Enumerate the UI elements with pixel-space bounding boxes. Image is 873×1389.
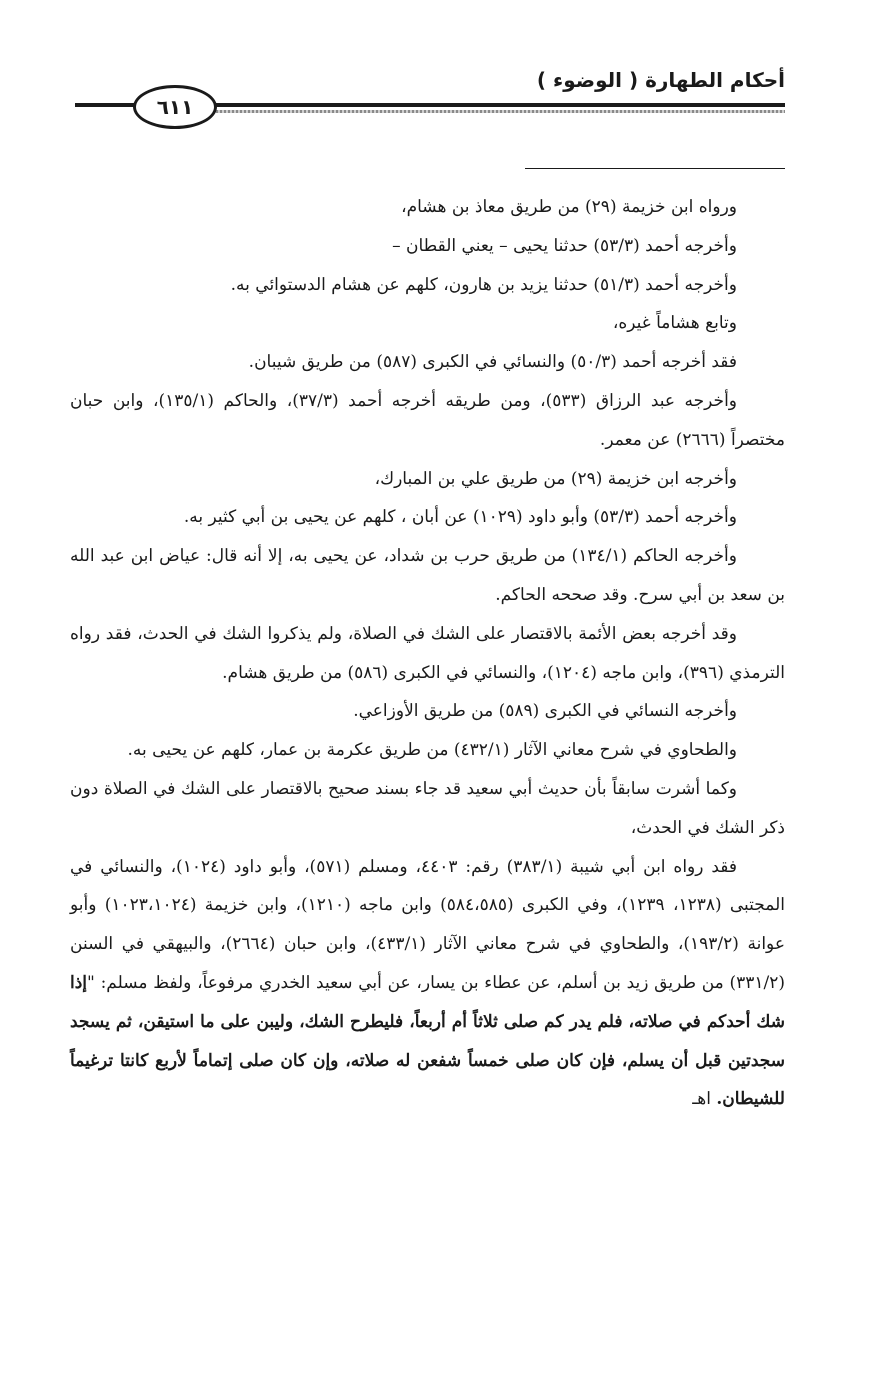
page-body	[70, 188, 785, 1119]
paragraph: وكما أشرت سابقاً بأن حديث أبي سعيد قد جاء بسند صحيح بالاقتصار على الشك في الصلاة دون ذكر الشك في الحدث،	[70, 778, 785, 838]
paragraph: وأخرجه أحمد (٥٣/٣) وأبو داود (١٠٢٩) عن أبان ، كلهم عن يحيى بن أبي كثير به.	[183, 507, 737, 528]
paragraph: وأخرجه أحمد (٥٣/٣) حدثنا يحيى – يعني القطان –	[392, 235, 737, 256]
paragraph: وأخرجه الحاكم (١٣٤/١) من طريق حرب بن شداد، عن يحيى به، إلا أنه قال: عياض ابن عبد الله بن سعد بن أبي سرح. وقد صححه الحاكم.	[70, 546, 785, 605]
book-title: أحكام الطهارة ( الوضوء )	[536, 68, 785, 92]
header-rule-dotted	[208, 110, 785, 113]
final-paragraph	[70, 848, 785, 1120]
end-marker: اهـ	[692, 1089, 717, 1110]
paragraph: ورواه ابن خزيمة (٢٩) من طريق معاذ بن هشام،	[401, 197, 737, 217]
paragraph: وأخرجه ابن خزيمة (٢٩) من طريق علي بن المبارك،	[374, 468, 737, 489]
page-header	[0, 0, 873, 140]
page-number: ٦١١	[133, 85, 217, 129]
paragraph: وأخرجه النسائي في الكبرى (٥٨٩) من طريق الأوزاعي.	[353, 701, 737, 722]
paragraph: وأخرجه أحمد (٥١/٣) حدثنا يزيد بن هارون، كلهم عن هشام الدستوائي به.	[230, 274, 737, 295]
paragraph: وأخرجه عبد الرزاق (٥٣٣)، ومن طريقه أخرجه أحمد (٣٧/٣)، والحاكم (١٣٥/١)، وابن حبان مختصراً (٢٦٦٦) عن معمر.	[70, 390, 785, 450]
paragraph: فقد أخرجه أحمد (٥٠/٣) والنسائي في الكبرى (٥٨٧) من طريق شيبان.	[248, 352, 737, 373]
citation-text: فقد رواه ابن أبي شيبة (٣٨٣/١) رقم: ٤٤٠٣، ومسلم (٥٧١)، وأبو داود (١٠٢٤)، والنسائي في المجتبى (١٢٣٨، ١٢٣٩)، وفي الكبرى (٥٨٤،٥٨٥) وابن ماجه (١٢١٠)، وابن خزيمة (١٠٢٣،١٠٢٤) وأبو عوانة (١٩٣/٢)، والطحاوي في شرح معاني الآثار (٤٣٣/١)، وابن حبان (٢٦٦٤)، والبيهقي في السنن (٣٣١/٢) من طريق زيد بن أسلم، عن عطاء بن يسار، عن أبي سعيد الخدري مرفوعاً، ولفظ مسلم: "	[70, 856, 785, 993]
paragraph: وقد أخرجه بعض الأئمة بالاقتصار على الشك في الصلاة، ولم يذكروا الشك في الحدث، فقد رواه الترمذي (٣٩٦)، وابن ماجه (١٢٠٤)، والنسائي في الكبرى (٥٨٦) من طريق هشام.	[70, 623, 785, 683]
hadith-quote: إذا شك أحدكم في صلاته، فلم يدر كم صلى ثلاثاً أم أربعاً، فليطرح الشك، وليبن على ما استيقن، ثم يسجد سجدتين قبل أن يسلم، فإن كان صلى خمساً شفعن له صلاته، وإن كان صلى إتماماً لأربع كانتا ترغيماً للشيطان.	[70, 972, 785, 1110]
footnote-separator	[525, 168, 785, 169]
paragraph: وتابع هشاماً غيره،	[612, 313, 737, 334]
paragraph: والطحاوي في شرح معاني الآثار (٤٣٢/١) من طريق عكرمة بن عمار، كلهم عن يحيى به.	[127, 740, 737, 761]
